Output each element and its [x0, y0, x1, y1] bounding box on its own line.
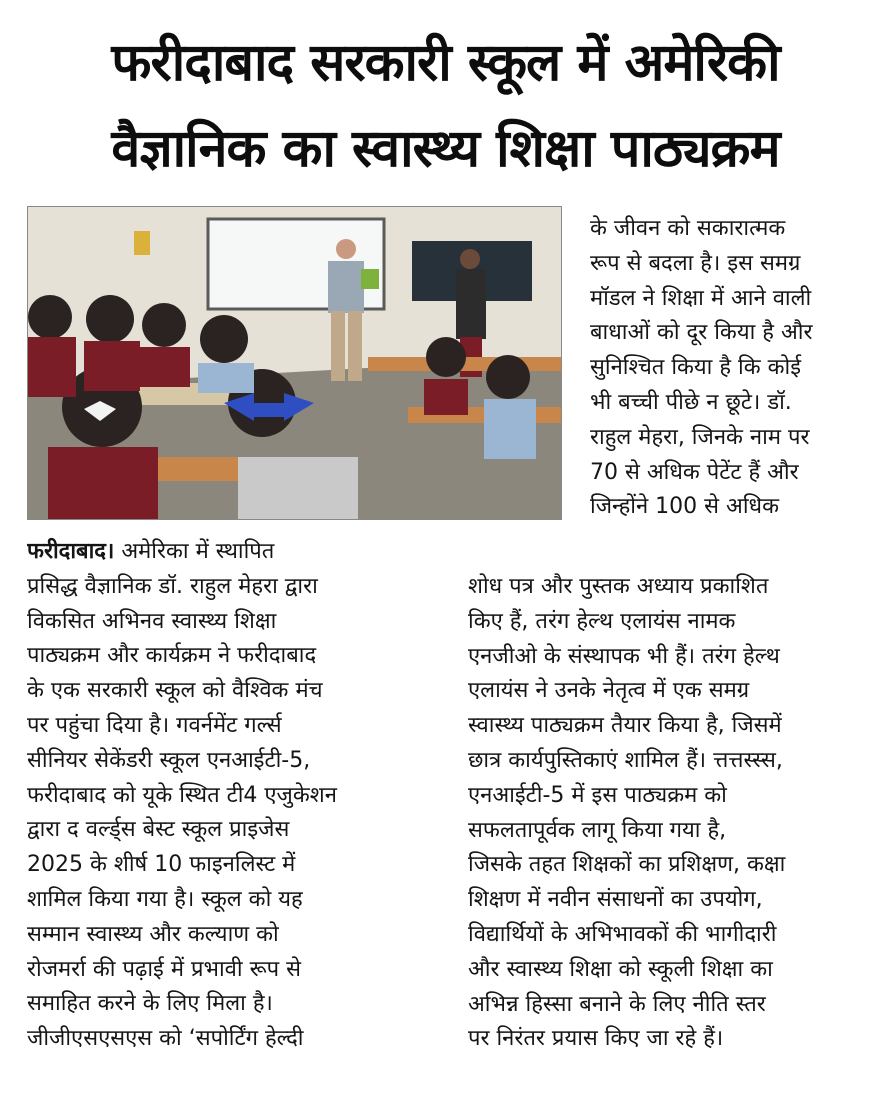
article-line: मॉडल ने शिक्षा में आने वाली	[590, 285, 812, 311]
article-line: शिक्षण में नवीन संसाधनों का उपयोग,	[468, 887, 763, 913]
article-line: एनजीओ के संस्थापक भी हैं। तरंग हेल्थ	[468, 643, 780, 669]
article-first-line	[27, 535, 447, 570]
article-line: सीनियर सेकेंडरी स्कूल एनआईटी-5,	[27, 747, 311, 773]
article-line: 70 से अधिक पेटेंट हैं और	[590, 459, 799, 485]
article-line: समाहित करने के लिए मिला है।	[27, 991, 273, 1017]
article-line: पाठ्यक्रम और कार्यक्रम ने फरीदाबाद	[27, 643, 317, 669]
article-line: प्रसिद्ध वैज्ञानिक डॉ. राहुल मेहरा द्वारा	[27, 573, 318, 599]
article-line: रूप से बदला है। इस समग्र	[590, 250, 801, 276]
article-line: सुनिश्चित किया है कि कोई	[590, 355, 802, 381]
article-line: पर पहुंचा दिया है। गवर्नमेंट गर्ल्स	[27, 712, 282, 738]
article-line: शामिल किया गया है। स्कूल को यह	[27, 886, 303, 912]
article-line: सम्मान स्वास्थ्य और कल्याण को	[27, 921, 279, 947]
article-line: फरीदाबाद को यूके स्थित टी4 एजुकेशन	[27, 782, 337, 808]
article-line: एलायंस ने उनके नेतृत्व में एक समग्र	[468, 678, 750, 704]
article-line: जीजीएसएसएस को ‘सपोर्टिंग हेल्दी	[27, 1026, 304, 1052]
article-line: के एक सरकारी स्कूल को वैश्विक मंच	[27, 678, 323, 704]
article-line: विद्यार्थियों के अभिभावकों की भागीदारी	[468, 921, 777, 947]
article-line: रोजमर्रा की पढ़ाई में प्रभावी रूप से	[27, 956, 302, 982]
article-line: 2025 के शीर्ष 10 फाइनलिस्ट में	[27, 852, 296, 878]
article-column-left	[27, 535, 447, 1057]
article-line: भी बच्ची पीछे न छूटे। डॉ.	[590, 389, 792, 415]
article-line: बाधाओं को दूर किया है और	[590, 320, 813, 346]
article-line: विकसित अभिनव स्वास्थ्य शिक्षा	[27, 608, 277, 634]
article-line: सफलतापूर्वक लागू किया गया है,	[468, 817, 727, 843]
article-line: छात्र कार्यपुस्तिकाएं शामिल हैं। त्तत्तस्स्स,	[468, 747, 783, 773]
article-column-right-top	[590, 212, 878, 525]
article-line: जिन्होंने 100 से अधिक	[590, 494, 779, 520]
article-line: पर निरंतर प्रयास किए जा रहे हैं।	[468, 1026, 724, 1052]
article-line: और स्वास्थ्य शिक्षा को स्कूली शिक्षा का	[468, 956, 773, 982]
article-line: द्वारा द वर्ल्ड्स बेस्ट स्कूल प्राइजेस	[27, 817, 290, 843]
headline-line-1: फरीदाबाद सरकारी स्कूल में अमेरिकी	[111, 33, 780, 93]
article-line: राहुल मेहरा, जिनके नाम पर	[590, 424, 810, 450]
article-line: किए हैं, तरंग हेल्थ एलायंस नामक	[468, 608, 736, 634]
classroom-photo-illustration	[28, 207, 561, 519]
article-line: स्वास्थ्य पाठ्यक्रम तैयार किया है, जिसमें	[468, 713, 782, 739]
headline-line-2: वैज्ञानिक का स्वास्थ्य शिक्षा पाठ्यक्रम	[111, 119, 780, 179]
article-line: अमेरिका में स्थापित	[114, 539, 275, 564]
article-column-right-bottom	[468, 570, 878, 1057]
article-line: एनआईटी-5 में इस पाठ्यक्रम को	[468, 782, 727, 808]
dateline: फरीदाबाद।	[27, 539, 115, 564]
article-line: अभिन्न हिस्सा बनाने के लिए नीति स्तर	[468, 991, 766, 1017]
article-line: के जीवन को सकारात्मक	[590, 216, 786, 241]
classroom-photo	[27, 206, 562, 520]
article-line: शोध पत्र और पुस्तक अध्याय प्रकाशित	[468, 574, 769, 599]
article-line: जिसके तहत शिक्षकों का प्रशिक्षण, कक्षा	[468, 852, 786, 878]
